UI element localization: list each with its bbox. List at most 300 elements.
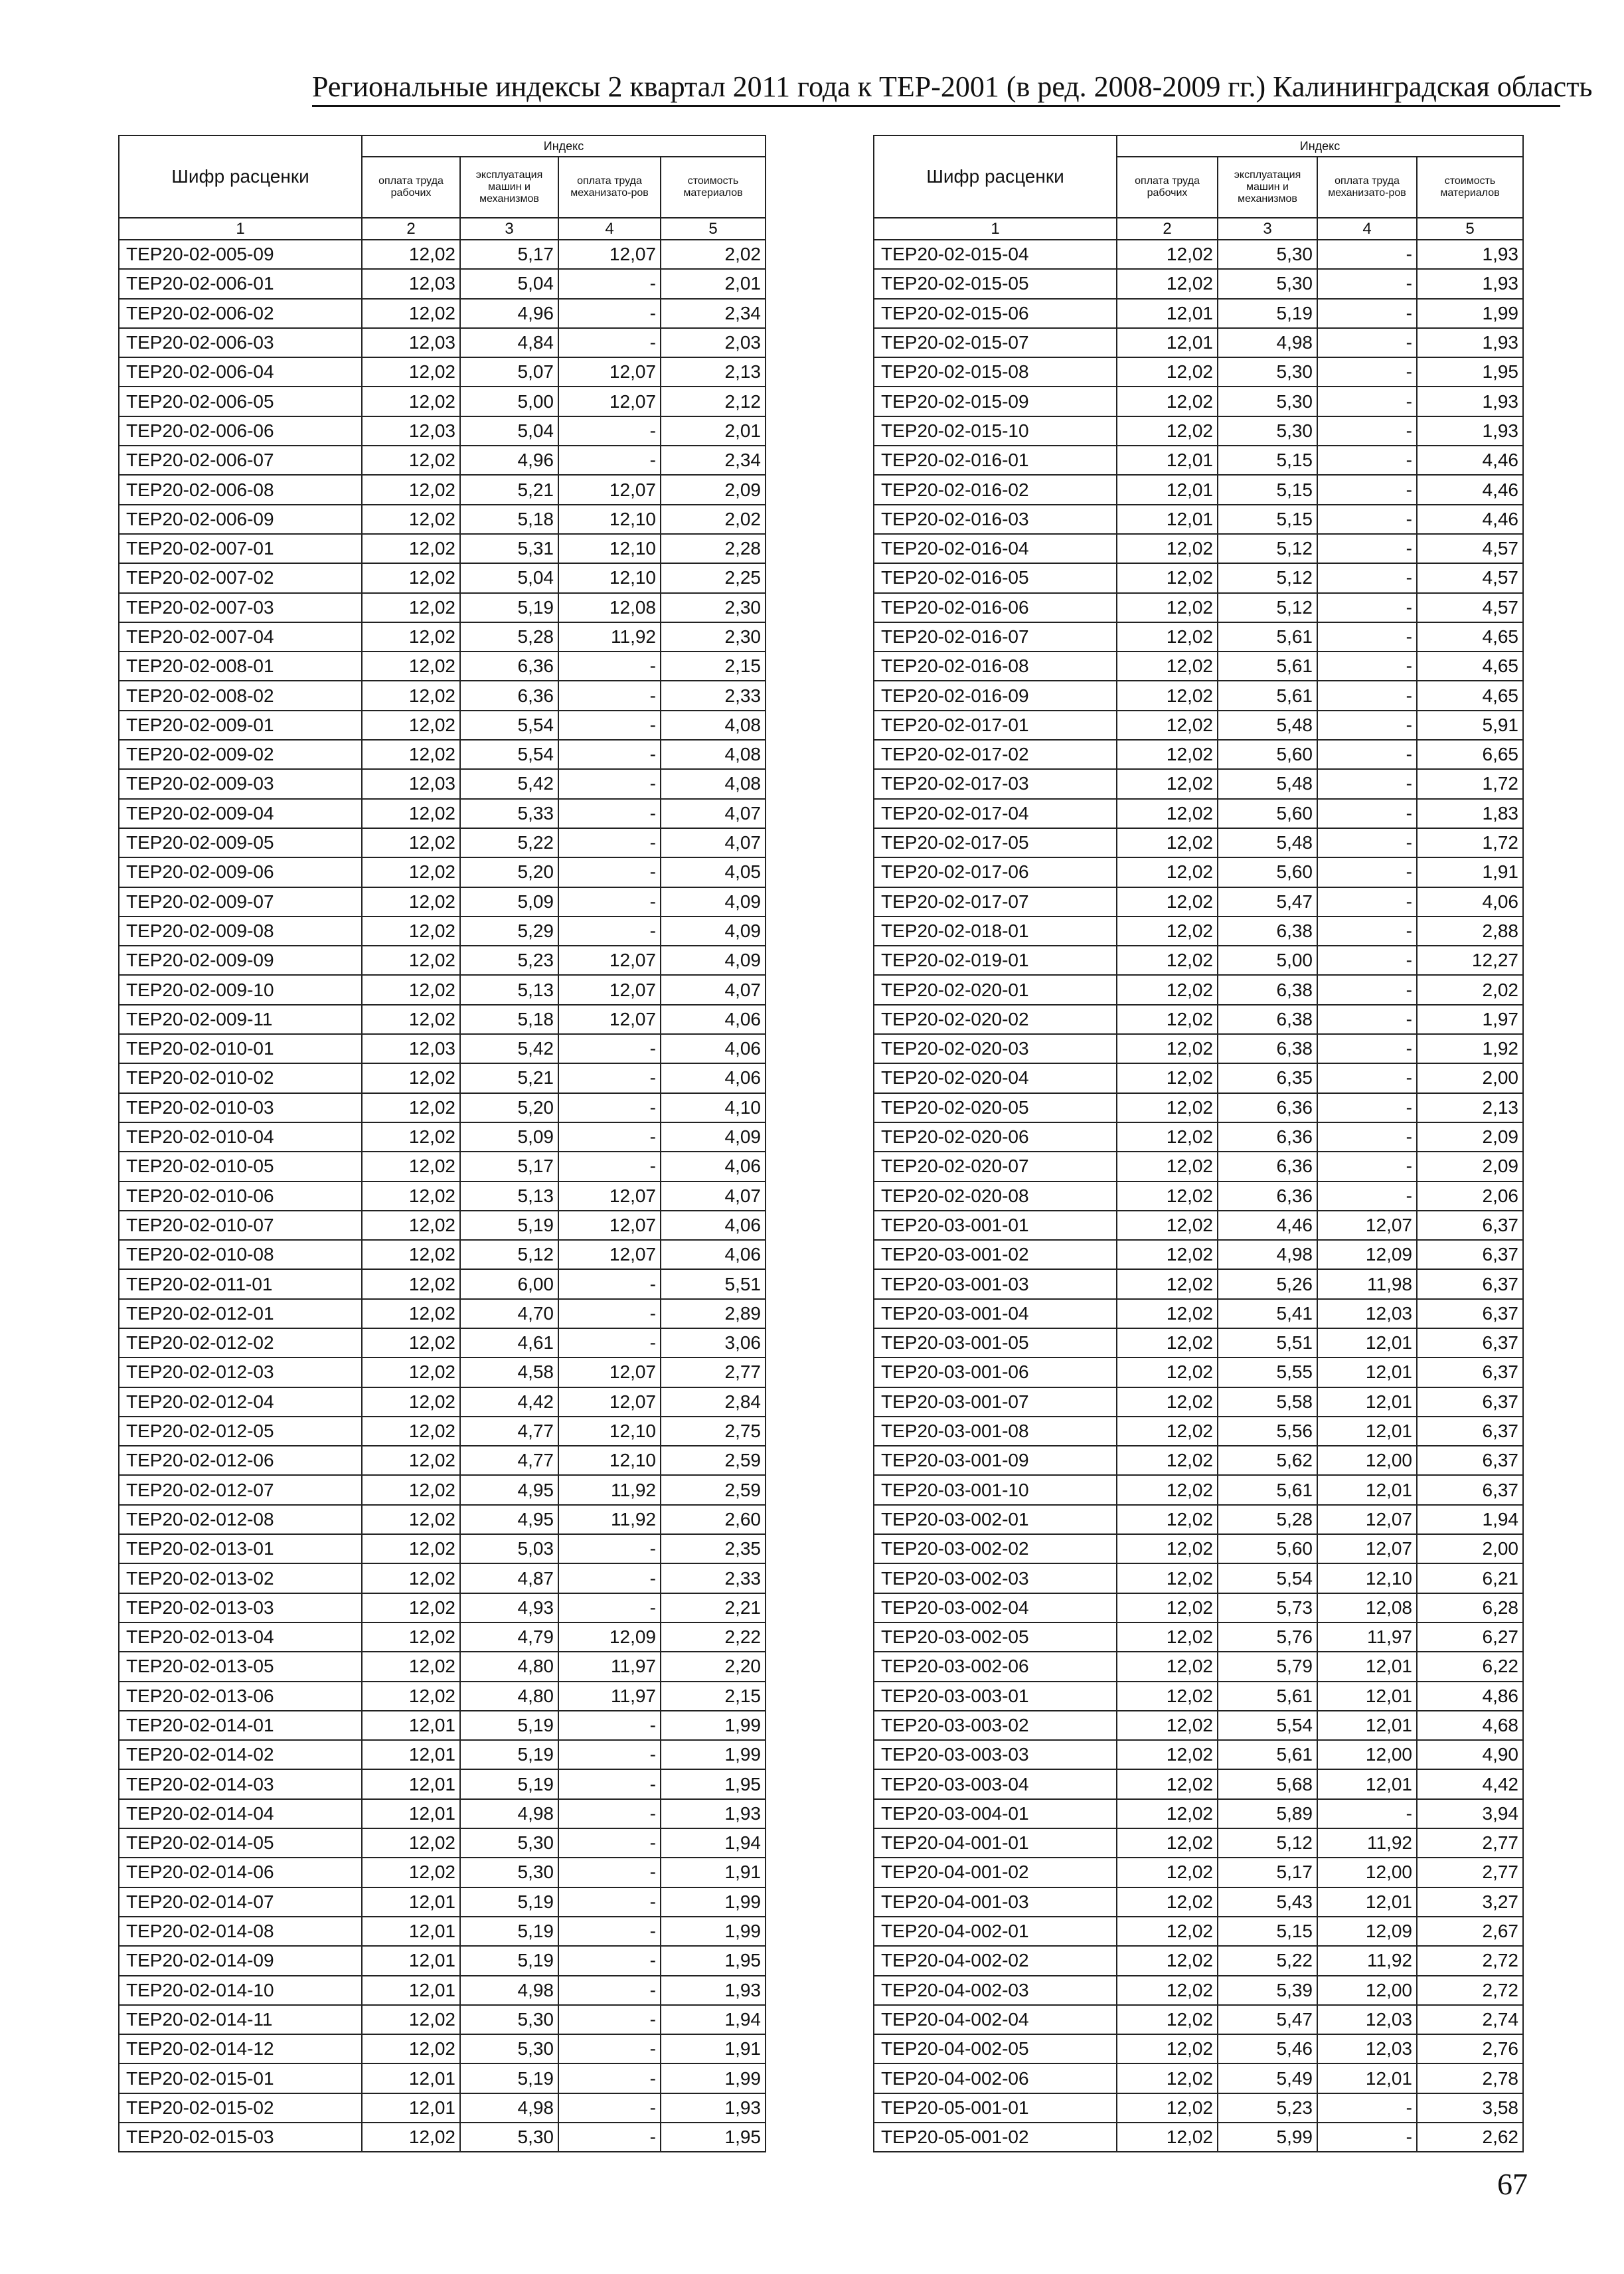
rate-code-cell: ТЕР20-02-015-10 [874,416,1117,446]
material-cost-cell: 2,84 [661,1387,766,1417]
rate-code-cell: ТЕР20-02-012-04 [119,1387,362,1417]
machine-operation-cell: 4,98 [460,1976,558,2005]
operator-wages-cell: - [1317,328,1417,357]
operator-wages-cell: - [558,1976,661,2005]
table-row [119,946,766,975]
table-row [874,2034,1523,2063]
table-row [119,328,766,357]
machine-operation-cell: 5,23 [460,946,558,975]
rate-code-cell: ТЕР20-02-017-04 [874,799,1117,828]
labor-wages-cell: 12,02 [362,975,460,1004]
operator-wages-cell: - [558,1152,661,1181]
table-row [119,2123,766,2152]
material-cost-cell: 4,90 [1417,1740,1523,1769]
machine-operation-cell: 5,15 [1218,446,1317,475]
rate-code-cell: ТЕР20-03-004-01 [874,1799,1117,1828]
rate-code-cell: ТЕР20-02-009-11 [119,1005,362,1034]
material-cost-cell: 2,60 [661,1505,766,1534]
operator-wages-cell: - [558,416,661,446]
table-row [119,1976,766,2005]
operator-wages-cell: 12,07 [558,1005,661,1034]
material-cost-cell: 4,68 [1417,1711,1523,1740]
header-code: Шифр расценки [119,135,362,218]
table-row [119,240,766,269]
rate-code-cell: ТЕР20-04-001-03 [874,1887,1117,1917]
machine-operation-cell: 5,54 [460,711,558,740]
labor-wages-cell: 12,01 [362,1711,460,1740]
rate-code-cell: ТЕР20-02-014-06 [119,1858,362,1887]
operator-wages-cell: 11,92 [1317,1946,1417,1975]
material-cost-cell: 2,33 [661,681,766,710]
material-cost-cell: 1,99 [661,1887,766,1917]
operator-wages-cell: - [558,1887,661,1917]
machine-operation-cell: 5,28 [460,622,558,652]
machine-operation-cell: 5,04 [460,269,558,298]
rate-code-cell: ТЕР20-02-016-05 [874,563,1117,592]
machine-operation-cell: 5,61 [1218,622,1317,652]
operator-wages-cell: 12,00 [1317,1858,1417,1887]
rate-code-cell: ТЕР20-02-006-07 [119,446,362,475]
material-cost-cell: 2,02 [661,240,766,269]
material-cost-cell: 12,27 [1417,946,1523,975]
machine-operation-cell: 5,89 [1218,1799,1317,1828]
labor-wages-cell: 12,02 [1117,917,1218,946]
material-cost-cell: 2,34 [661,299,766,328]
rate-code-cell: ТЕР20-02-015-04 [874,240,1117,269]
operator-wages-cell: 12,01 [1317,1328,1417,1357]
machine-operation-cell: 5,48 [1218,828,1317,857]
table-row [874,446,1523,475]
machine-operation-cell: 5,13 [460,1181,558,1211]
machine-operation-cell: 5,30 [460,1828,558,1858]
table-row [874,1769,1523,1798]
material-cost-cell: 2,67 [1417,1917,1523,1946]
machine-operation-cell: 6,38 [1218,1034,1317,1063]
table-row [119,740,766,769]
material-cost-cell: 2,00 [1417,1534,1523,1563]
material-cost-cell: 6,37 [1417,1211,1523,1240]
operator-wages-cell: - [558,1769,661,1798]
table-row [874,622,1523,652]
labor-wages-cell: 12,02 [1117,416,1218,446]
material-cost-cell: 4,42 [1417,1769,1523,1798]
material-cost-cell: 4,06 [661,1005,766,1034]
labor-wages-cell: 12,02 [1117,240,1218,269]
table-row [874,240,1523,269]
header-operator-wages: оплата труда механизато-ров [558,157,661,218]
machine-operation-cell: 4,80 [460,1682,558,1711]
labor-wages-cell: 12,02 [362,652,460,681]
operator-wages-cell: 11,92 [558,1505,661,1534]
operator-wages-cell: - [558,1122,661,1152]
machine-operation-cell: 5,18 [460,1005,558,1034]
labor-wages-cell: 12,02 [362,1269,460,1298]
machine-operation-cell: 5,60 [1218,857,1317,887]
table-row [119,1887,766,1917]
machine-operation-cell: 5,42 [460,769,558,798]
labor-wages-cell: 12,02 [1117,1769,1218,1798]
material-cost-cell: 2,02 [1417,975,1523,1004]
operator-wages-cell: - [1317,1181,1417,1211]
material-cost-cell: 4,08 [661,711,766,740]
labor-wages-cell: 12,02 [1117,711,1218,740]
table-row [874,1828,1523,1858]
labor-wages-cell: 12,02 [1117,1387,1218,1417]
rate-code-cell: ТЕР20-02-015-03 [119,2123,362,2152]
labor-wages-cell: 12,02 [362,1240,460,1269]
header-num-2: 2 [1117,218,1218,240]
table-row [874,1682,1523,1711]
labor-wages-cell: 12,02 [362,1682,460,1711]
table-row [119,1417,766,1446]
rate-code-cell: ТЕР20-03-001-06 [874,1357,1117,1387]
material-cost-cell: 1,91 [661,1858,766,1887]
header-num-2: 2 [362,218,460,240]
rate-code-cell: ТЕР20-02-012-07 [119,1475,362,1504]
machine-operation-cell: 5,79 [1218,1652,1317,1681]
operator-wages-cell: 12,01 [1317,1475,1417,1504]
operator-wages-cell: 11,97 [558,1682,661,1711]
material-cost-cell: 2,30 [661,593,766,622]
labor-wages-cell: 12,02 [1117,1534,1218,1563]
machine-operation-cell: 5,28 [1218,1505,1317,1534]
rate-code-cell: ТЕР20-02-014-09 [119,1946,362,1975]
machine-operation-cell: 6,38 [1218,975,1317,1004]
operator-wages-cell: 12,01 [1317,2063,1417,2093]
table-row [874,1357,1523,1387]
header-index: Индекс [362,135,766,157]
machine-operation-cell: 5,30 [1218,240,1317,269]
rate-code-cell: ТЕР20-02-012-05 [119,1417,362,1446]
labor-wages-cell: 12,01 [362,1799,460,1828]
machine-operation-cell: 5,99 [1218,2123,1317,2152]
rate-code-cell: ТЕР20-02-009-10 [119,975,362,1004]
labor-wages-cell: 12,02 [1117,1652,1218,1681]
material-cost-cell: 2,72 [1417,1976,1523,2005]
rate-code-cell: ТЕР20-03-002-05 [874,1622,1117,1652]
labor-wages-cell: 12,02 [1117,1417,1218,1446]
material-cost-cell: 1,93 [1417,240,1523,269]
machine-operation-cell: 6,36 [1218,1181,1317,1211]
labor-wages-cell: 12,02 [362,1446,460,1475]
operator-wages-cell: 12,07 [1317,1505,1417,1534]
table-row [119,1446,766,1475]
labor-wages-cell: 12,02 [362,357,460,387]
material-cost-cell: 6,37 [1417,1328,1523,1357]
material-cost-cell: 1,99 [661,1917,766,1946]
machine-operation-cell: 5,61 [1218,681,1317,710]
rate-code-cell: ТЕР20-02-020-01 [874,975,1117,1004]
operator-wages-cell: - [558,1534,661,1563]
labor-wages-cell: 12,02 [362,1858,460,1887]
operator-wages-cell: - [558,917,661,946]
rate-code-cell: ТЕР20-02-014-05 [119,1828,362,1858]
material-cost-cell: 4,46 [1417,475,1523,504]
labor-wages-cell: 12,02 [1117,357,1218,387]
rate-code-cell: ТЕР20-02-010-08 [119,1240,362,1269]
operator-wages-cell: - [558,1034,661,1063]
table-row [119,2093,766,2123]
material-cost-cell: 2,76 [1417,2034,1523,2063]
labor-wages-cell: 12,01 [362,2063,460,2093]
rate-code-cell: ТЕР20-02-006-06 [119,416,362,446]
material-cost-cell: 2,72 [1417,1946,1523,1975]
operator-wages-cell: - [1317,357,1417,387]
labor-wages-cell: 12,01 [1117,446,1218,475]
table-row [119,975,766,1004]
material-cost-cell: 2,13 [1417,1093,1523,1122]
rate-code-cell: ТЕР20-02-008-02 [119,681,362,710]
operator-wages-cell: - [558,2123,661,2152]
machine-operation-cell: 5,58 [1218,1387,1317,1417]
material-cost-cell: 6,65 [1417,740,1523,769]
operator-wages-cell: - [1317,681,1417,710]
operator-wages-cell: 12,01 [1317,1887,1417,1917]
material-cost-cell: 1,93 [661,1799,766,1828]
operator-wages-cell: - [1317,1034,1417,1063]
labor-wages-cell: 12,03 [362,1034,460,1063]
table-row [119,1505,766,1534]
rate-code-cell: ТЕР20-02-020-03 [874,1034,1117,1063]
material-cost-cell: 4,07 [661,1181,766,1211]
machine-operation-cell: 5,43 [1218,1887,1317,1917]
rate-code-cell: ТЕР20-02-010-01 [119,1034,362,1063]
rate-code-cell: ТЕР20-02-014-08 [119,1917,362,1946]
machine-operation-cell: 5,54 [1218,1711,1317,1740]
rate-code-cell: ТЕР20-02-010-02 [119,1063,362,1093]
labor-wages-cell: 12,02 [362,1505,460,1534]
machine-operation-cell: 5,61 [1218,652,1317,681]
machine-operation-cell: 5,15 [1218,505,1317,534]
operator-wages-cell: - [1317,475,1417,504]
machine-operation-cell: 5,23 [1218,2093,1317,2123]
machine-operation-cell: 4,96 [460,299,558,328]
table-row [119,1622,766,1652]
material-cost-cell: 6,37 [1417,1357,1523,1387]
operator-wages-cell: 12,03 [1317,2005,1417,2034]
machine-operation-cell: 5,00 [460,387,558,416]
material-cost-cell: 4,06 [661,1152,766,1181]
labor-wages-cell: 12,02 [1117,1475,1218,1504]
material-cost-cell: 6,28 [1417,1593,1523,1622]
operator-wages-cell: 12,01 [1317,1682,1417,1711]
machine-operation-cell: 5,60 [1218,740,1317,769]
material-cost-cell: 4,57 [1417,593,1523,622]
labor-wages-cell: 12,02 [1117,1005,1218,1034]
labor-wages-cell: 12,02 [362,505,460,534]
table-row [119,857,766,887]
machine-operation-cell: 4,98 [1218,328,1317,357]
table-row [119,1917,766,1946]
table-row [874,1563,1523,1593]
labor-wages-cell: 12,02 [1117,769,1218,798]
machine-operation-cell: 5,17 [460,1152,558,1181]
machine-operation-cell: 5,29 [460,917,558,946]
table-row [119,2063,766,2093]
machine-operation-cell: 5,15 [1218,475,1317,504]
machine-operation-cell: 5,30 [460,2123,558,2152]
labor-wages-cell: 12,02 [362,446,460,475]
labor-wages-cell: 12,02 [1117,1122,1218,1152]
operator-wages-cell: 12,00 [1317,1446,1417,1475]
table-row [119,1211,766,1240]
machine-operation-cell: 5,19 [1218,299,1317,328]
labor-wages-cell: 12,01 [362,1887,460,1917]
table-row [119,622,766,652]
header-num-4: 4 [558,218,661,240]
material-cost-cell: 2,89 [661,1299,766,1328]
rate-code-cell: ТЕР20-03-001-02 [874,1240,1117,1269]
table-row [874,328,1523,357]
rate-code-cell: ТЕР20-02-014-03 [119,1769,362,1798]
header-operator-wages: оплата труда механизато-ров [1317,157,1417,218]
material-cost-cell: 4,65 [1417,622,1523,652]
table-row [874,563,1523,592]
table-row [119,1740,766,1769]
rate-code-cell: ТЕР20-02-009-09 [119,946,362,975]
operator-wages-cell: 12,10 [558,1417,661,1446]
material-cost-cell: 4,06 [661,1211,766,1240]
rate-code-cell: ТЕР20-02-010-07 [119,1211,362,1240]
machine-operation-cell: 5,47 [1218,887,1317,917]
rate-code-cell: ТЕР20-02-018-01 [874,917,1117,946]
material-cost-cell: 1,94 [661,2005,766,2034]
rate-code-cell: ТЕР20-05-001-01 [874,2093,1117,2123]
labor-wages-cell: 12,02 [1117,946,1218,975]
rate-code-cell: ТЕР20-02-012-08 [119,1505,362,1534]
material-cost-cell: 1,72 [1417,769,1523,798]
labor-wages-cell: 12,02 [362,1328,460,1357]
labor-wages-cell: 12,01 [1117,505,1218,534]
material-cost-cell: 1,95 [661,2123,766,2152]
labor-wages-cell: 12,02 [362,1828,460,1858]
material-cost-cell: 2,15 [661,652,766,681]
operator-wages-cell: - [558,446,661,475]
table-row [874,1063,1523,1093]
operator-wages-cell: 12,07 [558,240,661,269]
material-cost-cell: 2,59 [661,1475,766,1504]
material-cost-cell: 4,09 [661,1122,766,1152]
labor-wages-cell: 12,02 [1117,2034,1218,2063]
rate-code-cell: ТЕР20-03-002-02 [874,1534,1117,1563]
material-cost-cell: 2,34 [661,446,766,475]
machine-operation-cell: 5,30 [460,1858,558,1887]
machine-operation-cell: 5,39 [1218,1976,1317,2005]
labor-wages-cell: 12,02 [1117,563,1218,592]
operator-wages-cell: 12,09 [1317,1917,1417,1946]
rate-code-cell: ТЕР20-02-012-02 [119,1328,362,1357]
labor-wages-cell: 12,01 [1117,299,1218,328]
table-row [119,917,766,946]
operator-wages-cell: - [1317,975,1417,1004]
machine-operation-cell: 4,70 [460,1299,558,1328]
labor-wages-cell: 12,02 [362,1005,460,1034]
labor-wages-cell: 12,03 [362,416,460,446]
page-number: 67 [1497,2167,1528,2201]
labor-wages-cell: 12,02 [1117,1093,1218,1122]
machine-operation-cell: 5,47 [1218,2005,1317,2034]
labor-wages-cell: 12,02 [1117,1563,1218,1593]
machine-operation-cell: 5,48 [1218,769,1317,798]
rate-code-cell: ТЕР20-02-013-02 [119,1563,362,1593]
operator-wages-cell: 12,09 [558,1622,661,1652]
machine-operation-cell: 5,00 [1218,946,1317,975]
operator-wages-cell: 12,03 [1317,1299,1417,1328]
rate-code-cell: ТЕР20-03-001-08 [874,1417,1117,1446]
table-row [874,593,1523,622]
material-cost-cell: 1,91 [661,2034,766,2063]
rate-code-cell: ТЕР20-02-019-01 [874,946,1117,975]
operator-wages-cell: - [558,1299,661,1328]
machine-operation-cell: 4,98 [460,2093,558,2123]
labor-wages-cell: 12,02 [1117,1858,1218,1887]
table-row [874,975,1523,1004]
header-index: Индекс [1117,135,1523,157]
rate-code-cell: ТЕР20-02-017-06 [874,857,1117,887]
rate-code-cell: ТЕР20-02-015-01 [119,2063,362,2093]
labor-wages-cell: 12,02 [1117,1328,1218,1357]
material-cost-cell: 2,12 [661,387,766,416]
material-cost-cell: 6,21 [1417,1563,1523,1593]
labor-wages-cell: 12,02 [1117,1740,1218,1769]
table-row [874,1858,1523,1887]
labor-wages-cell: 12,02 [1117,593,1218,622]
material-cost-cell: 1,72 [1417,828,1523,857]
operator-wages-cell: 12,10 [558,534,661,563]
operator-wages-cell: - [1317,1122,1417,1152]
material-cost-cell: 2,59 [661,1446,766,1475]
rate-code-cell: ТЕР20-02-007-02 [119,563,362,592]
operator-wages-cell: 12,01 [1317,1357,1417,1387]
material-cost-cell: 1,99 [661,1711,766,1740]
table-row [874,1711,1523,1740]
labor-wages-cell: 12,02 [1117,1269,1218,1298]
machine-operation-cell: 6,38 [1218,1005,1317,1034]
material-cost-cell: 1,99 [661,1740,766,1769]
material-cost-cell: 4,65 [1417,681,1523,710]
material-cost-cell: 4,46 [1417,505,1523,534]
labor-wages-cell: 12,02 [1117,1917,1218,1946]
operator-wages-cell: 12,00 [1317,1740,1417,1769]
material-cost-cell: 4,06 [661,1034,766,1063]
labor-wages-cell: 12,02 [362,857,460,887]
table-row [874,1034,1523,1063]
machine-operation-cell: 5,19 [460,1769,558,1798]
rate-code-cell: ТЕР20-02-009-05 [119,828,362,857]
material-cost-cell: 2,77 [1417,1828,1523,1858]
table-row [874,1475,1523,1504]
material-cost-cell: 1,95 [661,1946,766,1975]
labor-wages-cell: 12,03 [362,269,460,298]
material-cost-cell: 1,99 [661,2063,766,2093]
labor-wages-cell: 12,02 [1117,2005,1218,2034]
rate-code-cell: ТЕР20-03-002-01 [874,1505,1117,1534]
machine-operation-cell: 5,31 [460,534,558,563]
labor-wages-cell: 12,02 [362,240,460,269]
table-row [119,416,766,446]
material-cost-cell: 2,78 [1417,2063,1523,2093]
rate-code-cell: ТЕР20-02-010-06 [119,1181,362,1211]
rate-code-cell: ТЕР20-02-006-02 [119,299,362,328]
labor-wages-cell: 12,02 [362,563,460,592]
table-row [874,1211,1523,1240]
operator-wages-cell: - [558,299,661,328]
material-cost-cell: 2,30 [661,622,766,652]
operator-wages-cell: - [1317,1093,1417,1122]
rate-code-cell: ТЕР20-02-010-04 [119,1122,362,1152]
material-cost-cell: 6,37 [1417,1269,1523,1298]
table-row [874,1976,1523,2005]
